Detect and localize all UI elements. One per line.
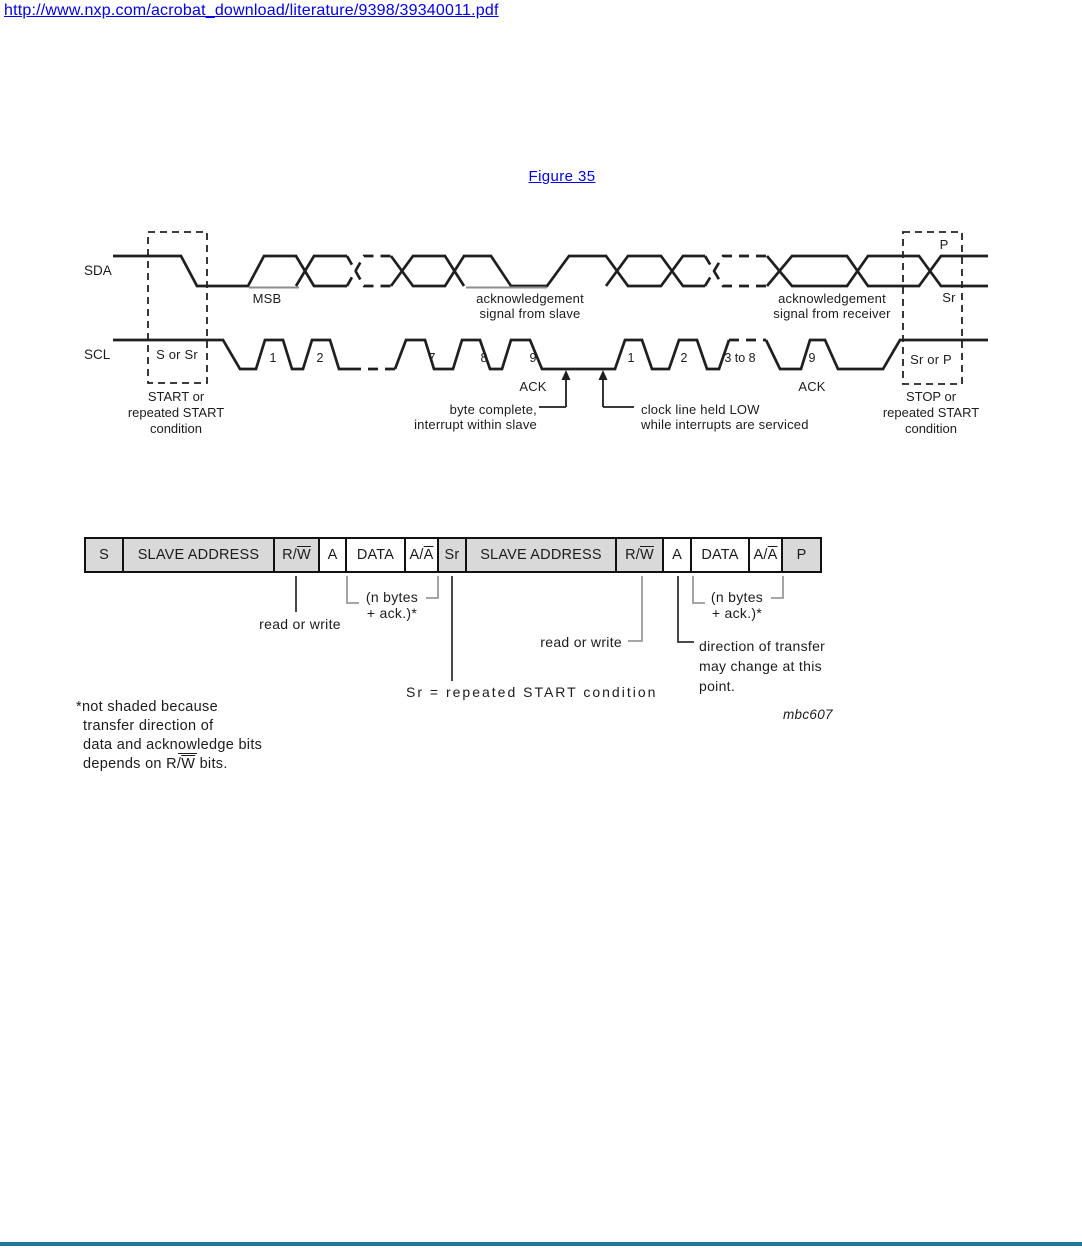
p-condition-label: P [939,237,949,252]
sr-repeated-start-note: Sr = repeated START condition [406,684,658,700]
aa1-pre: A/ [409,547,424,563]
cell-rw-2 [616,538,663,572]
page-footer-rule [0,1242,1082,1246]
clock-pulse-8: 8 [480,351,488,365]
cell-start: S [85,538,123,572]
direction-of-transfer-note: direction of transfer may change at this point. [699,638,826,694]
footnote-l3-post: ledge bits [197,737,263,753]
footnote-line-3 [76,736,262,755]
clock-pulse-1: 1 [269,351,277,365]
clock-pulse-3to8: 3 to 8 [724,351,756,365]
clock-pulse-1b: 1 [627,351,635,365]
clock-pulse-9b: 9 [808,351,816,365]
n-bytes-note-2: (n bytes + ack.)* [710,589,764,621]
scl-waveform-path [113,340,988,369]
stop-condition-caption: STOP or repeated START condition [882,389,980,436]
document-url-link[interactable]: http://www.nxp.com/acrobat_download/literature/9398/39340011.pdf [4,2,499,19]
byte-complete-caption: byte complete, interrupt within slave [414,402,537,432]
cell-repeated-start: Sr [438,538,466,572]
start-condition-caption: START or repeated START condition [127,389,225,436]
cell-slave-address-2: SLAVE ADDRESS [466,538,616,572]
figure-reference-code: mbc607 [783,707,833,722]
clock-pulse-2: 2 [316,351,324,365]
sr-or-p-label: Sr or P [910,352,952,367]
shading-footnote [76,698,262,774]
sda-signal-label: SDA [84,263,112,278]
s-or-sr-label: S or Sr [156,347,198,362]
rw1-pre: R/ [282,547,297,563]
footnote-l4-overlined: $\overline{W}$ [181,756,196,772]
clock-pulse-2b: 2 [680,351,688,365]
ack-label-2: ACK [798,379,826,394]
sr-condition-label: Sr [942,290,956,305]
ack-from-receiver-label: acknowledgement signal from receiver [773,291,891,321]
rw1-overlined: $\overline{W}$ [297,547,311,563]
msb-label: MSB [252,291,282,306]
cell-ack-nack-1 [405,538,438,572]
read-or-write-note-1: read or write [259,616,341,632]
aa2-overlined: $\overline{A}$ [767,547,778,563]
cell-slave-address-1: SLAVE ADDRESS [123,538,274,572]
i2c-frame-format-table [84,537,822,573]
sda-waveform-path [113,256,988,286]
clock-held-low-caption: clock line held LOW while interrupts are serviced [641,402,809,432]
footnote-l3-pre: data and ackn [83,737,178,753]
cell-rw-1 [274,538,319,572]
clock-pulse-9: 9 [529,351,537,365]
read-or-write-note-2: read or write [540,634,622,650]
aa1-overlined: $\overline{A}$ [423,547,434,563]
footnote-l3-underlined: ow [178,737,198,753]
interrupt-arrowheads [562,370,608,380]
n-bytes-note-1: (n bytes + ack.)* [365,589,419,621]
footnote-line-1: *not shaded because [76,699,218,715]
scl-signal-label: SCL [84,347,111,362]
ack-from-slave-label: acknowledgement signal from slave [476,291,584,321]
footnote-l4-pre: depends on R/ [83,756,182,772]
aa2-pre: A/ [753,547,768,563]
footnote-l4-post: bits. [195,756,228,772]
footnote-line-2: transfer direction of [83,718,214,734]
footnote-line-4 [76,755,262,774]
rw2-pre: R/ [625,547,640,563]
interrupt-arrows [539,378,634,407]
cell-ack-2: A [663,538,691,572]
ack-label-1: ACK [519,379,547,394]
cell-data-1: DATA [346,538,405,572]
clock-pulse-7: 7 [428,351,436,365]
cell-ack-1: A [319,538,346,572]
figure-35-link[interactable]: Figure 35 [528,168,596,185]
cell-data-2: DATA [691,538,749,572]
cell-ack-nack-2 [749,538,782,572]
cell-stop: P [782,538,821,572]
rw2-overlined: $\overline{W}$ [640,547,654,563]
